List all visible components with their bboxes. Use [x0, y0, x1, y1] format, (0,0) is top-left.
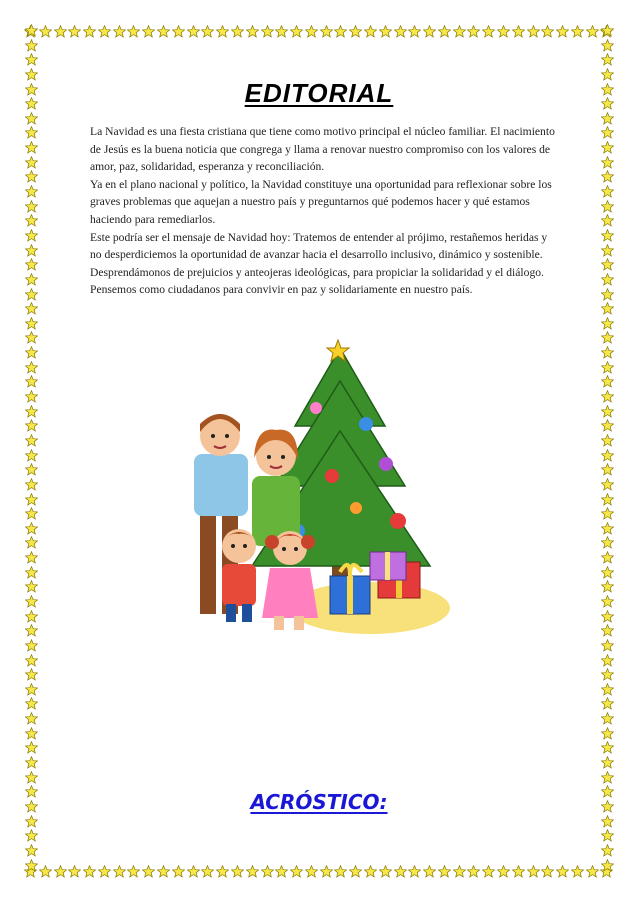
star-icon [25, 654, 38, 667]
star-icon [601, 156, 614, 169]
star-icon [216, 865, 229, 878]
star-icon [601, 756, 614, 769]
star-icon [601, 302, 614, 315]
star-icon [601, 317, 614, 330]
star-icon [601, 258, 614, 271]
star-icon [601, 610, 614, 623]
section-heading-text: ACRÓSTICO: [250, 790, 388, 814]
star-icon [601, 361, 614, 374]
star-icon [305, 865, 318, 878]
family-christmas-tree-illustration [180, 336, 458, 654]
star-icon [275, 865, 288, 878]
star-icon [83, 25, 96, 38]
star-icon [98, 865, 111, 878]
star-icon [408, 25, 421, 38]
star-icon [25, 346, 38, 359]
star-icon [127, 865, 140, 878]
star-icon [586, 865, 599, 878]
star-icon [601, 214, 614, 227]
paragraph-3: Este podría ser el mensaje de Navidad hoy: Tratemos de entender al prójimo, restañemos heridas y no desperdiciemos la oportunidad de avanzar hacia el desarrollo inclusivo, dinámico y sostenible. Desprendámonos de prejuicios y anteojeras ideológicas, para propiciar la solidaridad y el diálogo. Pensemos como ciudadanos para convivir en paz y solidariamente en nuestro país. [90, 230, 548, 297]
star-icon [601, 668, 614, 681]
star-icon [497, 865, 510, 878]
star-icon [571, 25, 584, 38]
star-icon [25, 639, 38, 652]
star-icon [54, 865, 67, 878]
star-icon [601, 170, 614, 183]
star-icon [334, 865, 347, 878]
star-icon [25, 273, 38, 286]
star-icon [25, 112, 38, 125]
star-icon [601, 522, 614, 535]
star-icon [25, 493, 38, 506]
section-heading [0, 790, 638, 814]
star-icon [601, 654, 614, 667]
star-icon [25, 507, 38, 520]
girl-figure [262, 531, 318, 630]
star-icon [25, 815, 38, 828]
star-icon [54, 25, 67, 38]
star-icon [25, 727, 38, 740]
star-icon [334, 25, 347, 38]
star-icon [25, 375, 38, 388]
star-icon [601, 288, 614, 301]
star-icon [25, 156, 38, 169]
star-icon [601, 624, 614, 637]
star-icon [25, 859, 38, 872]
star-icon [349, 25, 362, 38]
star-icon [601, 375, 614, 388]
page-title-text: EDITORIAL [244, 78, 394, 108]
star-icon [601, 507, 614, 520]
paragraph-1: La Navidad es una fiesta cristiana que tiene como motivo principal el núcleo familiar. El nacimiento de Jesús es la buena noticia que congrega y llama a renovar nuestro compromiso con los valores de amor, paz, solidaridad, esperanza y reconciliación. [90, 125, 555, 174]
star-icon [25, 756, 38, 769]
star-icon [453, 25, 466, 38]
star-icon [25, 536, 38, 549]
star-icon [25, 24, 38, 37]
star-icon [68, 865, 81, 878]
star-icon [601, 566, 614, 579]
star-icon [25, 229, 38, 242]
star-icon [25, 566, 38, 579]
star-icon [172, 25, 185, 38]
star-icon [601, 244, 614, 257]
star-icon [601, 463, 614, 476]
star-icon [25, 53, 38, 66]
star-icon [527, 25, 540, 38]
star-icon [601, 390, 614, 403]
star-icon [25, 551, 38, 564]
star-icon [349, 865, 362, 878]
star-icon [467, 25, 480, 38]
paragraph-2: Ya en el plano nacional y político, la Navidad constituye una oportunidad para reflexionar sobre los graves problemas que aquejan a nuestro país y preguntarnos qué podemos hacer y qué estamos haciendo para remediarlos. [90, 177, 552, 226]
border-left [24, 24, 38, 872]
star-icon [25, 302, 38, 315]
star-icon [601, 39, 614, 52]
star-icon [527, 865, 540, 878]
star-icon [601, 727, 614, 740]
star-icon [142, 25, 155, 38]
star-icon [601, 829, 614, 842]
star-icon [601, 331, 614, 344]
star-icon [556, 25, 569, 38]
star-icon [187, 25, 200, 38]
star-icon [25, 244, 38, 257]
star-icon [25, 829, 38, 842]
star-icon [601, 712, 614, 725]
star-icon [68, 25, 81, 38]
star-icon [601, 639, 614, 652]
star-icon [98, 25, 111, 38]
star-icon [364, 25, 377, 38]
star-icon [25, 522, 38, 535]
star-icon [25, 449, 38, 462]
star-icon [601, 697, 614, 710]
star-icon [25, 126, 38, 139]
star-icon [25, 288, 38, 301]
star-icon [482, 865, 495, 878]
star-icon [25, 405, 38, 418]
star-icon [25, 580, 38, 593]
star-icon [25, 419, 38, 432]
star-icon [601, 434, 614, 447]
star-icon [423, 25, 436, 38]
star-icon [25, 331, 38, 344]
star-icon [246, 865, 259, 878]
star-icon [25, 390, 38, 403]
star-icon [25, 200, 38, 213]
star-icon [25, 478, 38, 491]
star-icon [379, 25, 392, 38]
star-icon [512, 25, 525, 38]
star-icon [25, 361, 38, 374]
star-icon [25, 844, 38, 857]
star-icon [290, 25, 303, 38]
star-icon [601, 229, 614, 242]
star-icon [39, 865, 52, 878]
border-bottom [24, 864, 614, 878]
star-icon [541, 865, 554, 878]
star-icon [25, 771, 38, 784]
star-icon [39, 25, 52, 38]
star-icon [275, 25, 288, 38]
star-icon [601, 844, 614, 857]
star-icon [172, 865, 185, 878]
star-icon [601, 405, 614, 418]
star-icon [246, 25, 259, 38]
star-icon [601, 580, 614, 593]
star-icon [482, 25, 495, 38]
page-title [0, 78, 638, 109]
star-icon [320, 865, 333, 878]
star-icon [438, 25, 451, 38]
star-icon [601, 551, 614, 564]
star-icon [556, 865, 569, 878]
star-icon [25, 214, 38, 227]
star-icon [201, 25, 214, 38]
star-icon [497, 25, 510, 38]
star-icon [601, 478, 614, 491]
star-icon [541, 25, 554, 38]
border-right [600, 24, 614, 872]
star-icon [512, 865, 525, 878]
editorial-body [90, 123, 560, 299]
star-icon [261, 25, 274, 38]
star-icon [113, 25, 126, 38]
star-icon [25, 624, 38, 637]
star-icon [25, 141, 38, 154]
star-icon [601, 141, 614, 154]
star-icon [216, 25, 229, 38]
star-icon [364, 865, 377, 878]
star-icon [25, 610, 38, 623]
mother-figure [252, 430, 300, 546]
star-icon [601, 595, 614, 608]
star-icon [571, 865, 584, 878]
star-icon [25, 434, 38, 447]
star-icon [25, 683, 38, 696]
star-icon [25, 697, 38, 710]
star-icon [25, 595, 38, 608]
star-icon [25, 170, 38, 183]
star-icon [25, 463, 38, 476]
star-icon [601, 493, 614, 506]
star-icon [25, 712, 38, 725]
star-icon [601, 449, 614, 462]
star-icon [601, 536, 614, 549]
star-icon [25, 668, 38, 681]
star-icon [601, 419, 614, 432]
star-icon [25, 185, 38, 198]
star-icon [25, 258, 38, 271]
star-icon [25, 317, 38, 330]
star-icon [113, 865, 126, 878]
star-icon [231, 865, 244, 878]
star-icon [201, 865, 214, 878]
star-icon [601, 24, 614, 37]
border-top [24, 24, 614, 38]
star-icon [83, 865, 96, 878]
star-icon [231, 25, 244, 38]
star-icon [408, 865, 421, 878]
star-icon [261, 865, 274, 878]
star-icon [305, 25, 318, 38]
star-icon [601, 683, 614, 696]
star-icon [438, 865, 451, 878]
star-icon [394, 865, 407, 878]
star-icon [142, 865, 155, 878]
star-icon [601, 53, 614, 66]
star-icon [601, 185, 614, 198]
star-icon [601, 771, 614, 784]
star-icon [601, 859, 614, 872]
star-icon [467, 865, 480, 878]
star-icon [601, 200, 614, 213]
star-icon [601, 273, 614, 286]
star-icon [25, 741, 38, 754]
star-icon [394, 25, 407, 38]
star-icon [601, 346, 614, 359]
star-icon [601, 815, 614, 828]
star-icon [25, 39, 38, 52]
star-icon [320, 25, 333, 38]
star-icon [379, 865, 392, 878]
star-icon [290, 865, 303, 878]
star-icon [453, 865, 466, 878]
star-icon [601, 126, 614, 139]
star-icon [586, 25, 599, 38]
star-icon [601, 741, 614, 754]
star-icon [187, 865, 200, 878]
star-icon [157, 865, 170, 878]
star-icon [127, 25, 140, 38]
star-icon [601, 112, 614, 125]
star-icon [157, 25, 170, 38]
star-icon [423, 865, 436, 878]
